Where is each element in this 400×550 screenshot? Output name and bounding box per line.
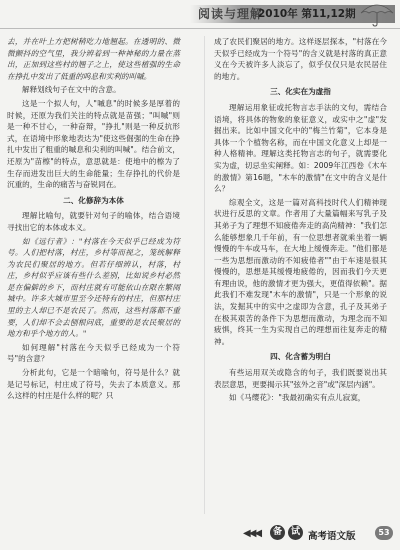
analysis-paragraph-3: 综观全文，这是一篇对高科技时代人们精神现状进行反思的文章。作者用了大量篇幅来写乳子及其弟子为了理想不知疲倦奔走的高尚精神："我们怎么能够想象几千年前，有一位思想者就乘坐着一辆慢慢的牛车或马车，在大地上缓慢奔走。"他们都是一些为思想而激动的不知疲倦者""由于车速是很其慢慢的，思想是其缓慢地疲倦的，因而我们今天更有理由说，他的激情才更为强大，更值得依赖"。据此我们不难发现"木车的激情"，只是一个形象的说法，发掘其中的实中之虚即为含意，孔子及其弟子在极其艰苦的条件下为思想而激动，为理念而不知疲惧，终其一生为实现自己的理想而往复奔走的精神。: [214, 197, 387, 346]
analysis-paragraph-2: 分析此句，它是一个暗喻句，符号是什么？就是记号标记，村庄成了符号，失去了本质意义。那么这样的村庄是什么样的呢？只: [7, 368, 180, 401]
umbrella-icon: [358, 1, 396, 27]
section-heading-3: 三、化实在为虚指: [270, 87, 331, 97]
analysis-continuation: 成了农民们聚居的地方。这样逐层探本，"村落在今天似乎已经成为一个符号"的含义就是村落的真正意义在今天被许多人淡忘了，似乎仅仅只是农民居住的地方。: [214, 37, 387, 81]
footer-badge-1: 备: [270, 525, 285, 540]
right-column: [214, 36, 387, 406]
section-heading-4: 四、化含蓄为明白: [270, 352, 331, 362]
footer-badge-2: 试: [288, 525, 303, 540]
quote-continuation: 去，并在叶上方把树稍吃力地翘起。在透明的、微微颤抖的空气里，我分辨着到一种神秘的力量在蒸出，正加到这些村的翘子之上，使这些植强的生命在挣扎中发出了低重的呜息和实利的叫嘁。: [7, 37, 180, 81]
left-column: [7, 36, 180, 404]
section-heading-2: 二、化修辞为本体: [63, 195, 124, 205]
question-paragraph: 解释划线句子在文中的含意。: [22, 85, 121, 95]
footer-arrows-icon: ◀◀◀: [243, 528, 261, 539]
header-title: 阅读与理解: [198, 7, 264, 21]
example-intro: 如《马缨花》："我最初确实有点儿寂寞，: [229, 393, 366, 403]
method-paragraph-3: 理解运用象征或托物言志手法的文句，需结合语境，将具体的物象的象征意义，或实中之"虚"发掘出来。比如中国文化中的"梅兰竹菊"，它本身是具体一个个植物名称，而在中国文化意义上却是一种人格精神。理解这类托物言志的句子，就需要化实为虚，切忌坐实阐释。如：2009年江西卷《木车的激情》第16题，"木车的激情"在文中的含义是什么？: [214, 102, 387, 194]
analysis-paragraph: 这是一个拟人句，人"嘁息"的时候多是厚着的时候，还原为我们关注的特点就是苗强；"叫嘁"则是一种不甘心，一种奋辩，"挣扎"则是一种反抗形式，在语境中形象地表达为"使这些倔强的生命在挣扎中发出了粗重的嘁息和尖利的叫喊"。结合前文，还原为"苗檫"的特点，意思就是：使地中的檫为了生存而进发出巨大的生命能量；生存挣扎的代价是沉重的，生命的痛苦与奋锐同在。: [7, 98, 180, 190]
question-paragraph-2: 如何理解"村落在今天似乎已经成为一个符号"的含意？: [7, 342, 180, 364]
page-number: 53: [375, 526, 393, 540]
method-paragraph: 理解比喻句，就要针对句子的喻体，结合语境寻找出它的本体或本义。: [7, 211, 180, 232]
header-issue: 2010年 第11,12期: [258, 8, 356, 20]
header-rule: [0, 28, 400, 29]
column-divider: [204, 36, 205, 514]
footer-label: 高考语文版: [308, 531, 356, 542]
example-quote: 如《远行者》："村落在今天似乎已经成为符号。人们把村落，村庄，乡村等而视之，笼统解释为农民们聚居的地方。但若仔细辨认，村落，村庄，乡村似乎应该有些什么差别，比如说乡村必然是在偏僻的乡下，而村庄就有可能依山在限在繁闹城中。许多大城市里至今还特有的村庄，但那村庄里的主人却已不是农民了。然而，这些村落都不重要，人们却不会去刨根问底，重要的是农民聚居的地方和乎个地方的人。": [7, 236, 180, 339]
method-paragraph-4: 有些运用双关或隐含的句子，我们既要说出其表层意思，更要揭示其"弦外之音"或"深层内涵"。: [214, 368, 387, 389]
